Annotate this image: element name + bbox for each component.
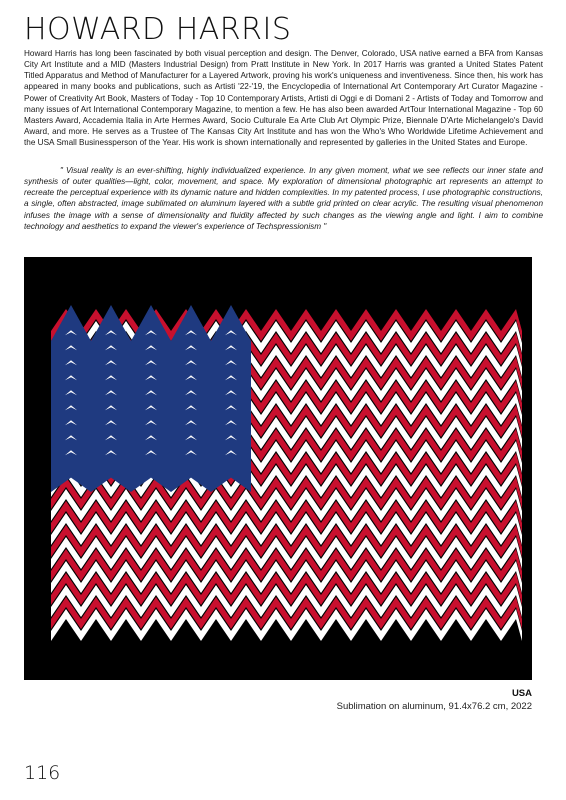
artwork-title: USA xyxy=(511,688,532,699)
artist-statement-quote: " Visual reality is an ever-shifting, highly individualized experience. In any given moment, what we see reflects our inner state and synthesis of outer qualities—light, color, movement, and space. My exploration of dimensional photographic art represents an attempt to recreate the perceptual experience with its dynamic nature and hidden complexities. In my patented process, I use photographic constructions, a single, often abstracted, image sublimated on aluminum layered with a subtle grid printed on clear acrylic. The resulting visual phenomenon infuses the image with a sense of dimensionality and fluidity affected by such changes as the viewing angle and light. I aim to combine technology and aesthetics to expand the viewer's experience of Techspressionism " xyxy=(24,166,543,231)
page-number: 116 xyxy=(24,762,61,784)
artwork-details: Sublimation on aluminum, 91.4x76.2 cm, 2022 xyxy=(336,701,532,712)
artwork-image xyxy=(24,257,532,680)
zigzag-flag-artwork xyxy=(24,257,532,680)
canton-field xyxy=(51,305,251,492)
blue-canton xyxy=(51,305,251,492)
artist-name: HOWARD HARRIS xyxy=(24,12,292,47)
artist-bio: Howard Harris has long been fascinated by both visual perception and design. The Denver, Colorado, USA native earned a BFA from Kansas City Art Institute and a MID (Masters Industrial Design) from Pratt Institute in New York. In 2017 Harris was granted a United States Patent Titled Apparatus and Method of Manufacturer for a Layered Artwork, proving his work's uniqueness and inventiveness. Since then, his work has appeared in many books and publications, such as Artisti '22-'19, the Encyclopedia of International Art Contemporary Art Curator Magazine - Power of Creativity Art Book, Masters of Today - Top 10 Contemporary Artists, Artisti di Oggi e di Domani 2 - Artists of Today and Tomorrow and many issues of Art International Contemporary Magazine, to mention a few. He has also been awarded ArtTour International Magazine - Top 60 Masters Award, Accademia Italia in Arte Hermes Award, Socio Culturale Ea Arte Club Art Olympic Prize, Biennale D'Arte Michelangelo's David Award, and more. He serves as a Trustee of The Kansas City Art Institute and has won the Who's Who Worldwide Lifetime Achievement and the USA Small Businessperson of the Year. His work is shown internationally and represented by galleries in the United States and Europe. xyxy=(24,49,543,148)
